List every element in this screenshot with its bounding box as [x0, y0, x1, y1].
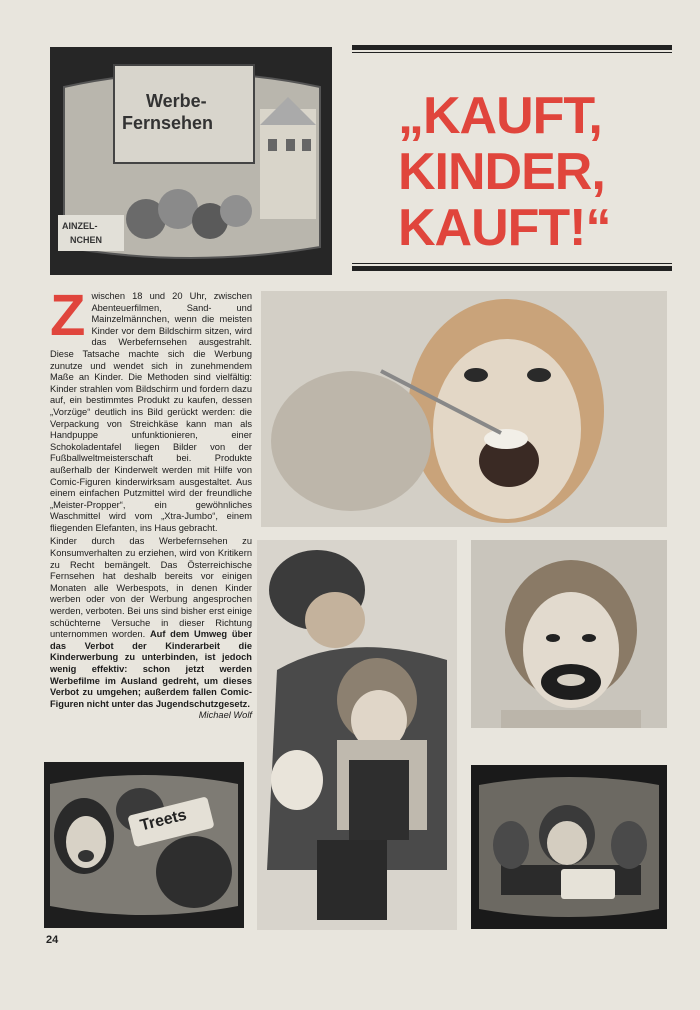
article-paragraph-2: Kinder durch das Werbefernsehen zu Konsumverhalten zu erziehen, wird von Kritikern zu Recht bemängelt. Das Österreichische Fernsehen hat deshalb bereits vor einigen Monaten alle Werbespots, in denen Kinder werben oder von der Werbung angesprochen werden, verboten. Bei uns sind bisher erst einige schüchterne Versuche in dieser Richtung unternommen worden. — [50, 536, 252, 640]
article-paragraph-2-bold: Auf dem Umweg über das Verbot der Kinderarbeit die Kinderwerbung zu unterbinden, ist jedoch wenig effektiv: schon jetzt werden Werbefilme im Ausland gedreht, um dieses Verbot zu umgehen; außerdem fallen Comic-Figuren nicht unter das Jugendschutzgesetz. — [50, 629, 252, 709]
article-author: Michael Wolf — [198, 710, 252, 721]
article-paragraph-1: wischen 18 und 20 Uhr, zwischen Abenteuerfilmen, Sand- und Mainzelmännchen, wenn die meisten Kinder vor dem Bildschirm sitzen, wird das Werbefernsehen ausgestrahlt. Diese Tatsache machte sich die Werbung zunutze und wendet sich in zunehmendem Maße an Kinder. Die Methoden sind vielfältig: Kinder strahlen vom Bildschirm und fordern dazu auf, ein bestimmtes Produkt zu kaufen, dessen „Vorzüge“ deutlich ins Bild gerückt werden: die Verpackung von Streichkäse kann man als Handpuppe unfunktionieren, einer Schokoladentafel liegen Bilder von der Fußballweltmeisterschaft bei. Produkte außerhalb der Kinderwelt werden mit Hilfe von Comic-Figuren kinderwirksam ausgestaltet. Aus einem einfachen Putzmittel wird der freundliche „Meister-Propper“, ein gewöhnliches Waschmittel wird vom „Xtra-Jumbo“, einem fliegenden Elefanten, ins Haus gebracht. — [50, 291, 252, 533]
treets-label: Treets — [138, 806, 189, 835]
headline-line-3: KAUFT!“ — [398, 199, 611, 257]
headline — [398, 88, 670, 256]
tv-sub-label-1: AINZEL- — [62, 221, 98, 231]
page-number: 24 — [46, 934, 59, 946]
mother-feeding-child-photo — [257, 540, 457, 930]
tv-sign-line2: Fernsehen — [122, 113, 214, 133]
tv-sub-label-2: NCHEN — [70, 235, 103, 245]
mother-feeding-illustration — [257, 540, 457, 930]
tv-screen-werbefernsehen-photo — [50, 47, 332, 275]
headline-top-rule-thin — [352, 52, 672, 53]
child-eating-photo — [261, 291, 667, 527]
headline-bottom-rule-thin — [352, 263, 672, 264]
headline-bottom-rule — [352, 266, 672, 271]
article-body — [50, 283, 252, 722]
tv-child-cup-photo — [471, 765, 667, 929]
tv-treets-ad-photo — [44, 762, 244, 928]
article-dropcap: Z — [50, 283, 86, 348]
headline-line-1: „KAUFT, — [398, 87, 602, 145]
tv-sign-line1: Werbe- — [146, 91, 207, 111]
child-chocolate-illustration — [471, 540, 667, 728]
tv-child-cup-illustration — [471, 765, 667, 929]
headline-line-2: KINDER, — [398, 143, 605, 201]
headline-top-rule — [352, 45, 672, 50]
child-eating-illustration — [261, 291, 667, 527]
child-chocolate-face-photo — [471, 540, 667, 728]
tv-treets-illustration — [44, 762, 244, 928]
